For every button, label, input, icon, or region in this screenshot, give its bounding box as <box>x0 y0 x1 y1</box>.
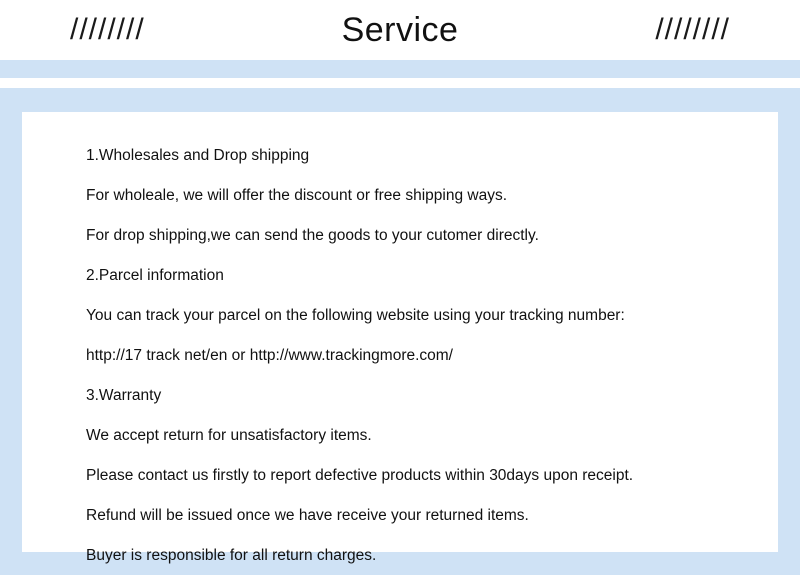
content-line: For drop shipping,we can send the goods to your cutomer directly. <box>86 227 539 244</box>
left-slash-ornament: //////// <box>70 13 145 46</box>
content-line: Buyer is responsible for all return charges. <box>86 547 377 564</box>
page-title: Service <box>341 11 459 49</box>
content-line: 1.Wholesales and Drop shipping <box>86 147 310 164</box>
content-line: 2.Parcel information <box>86 267 224 284</box>
content-line: For wholeale, we will offer the discount or free shipping ways. <box>86 187 508 204</box>
content-line: Please contact us firstly to report defective products within 30days upon receipt. <box>86 467 634 484</box>
header-inner <box>70 13 730 47</box>
right-slash-ornament: //////// <box>655 13 730 46</box>
content-line: Refund will be issued once we have receive your returned items. <box>86 507 529 524</box>
content-line: 3.Warranty <box>86 387 162 404</box>
content-line-tracking-urls: http://17 track net/en or http://www.trackingmore.com/ <box>86 347 453 364</box>
content-line: We accept return for unsatisfactory items. <box>86 427 372 444</box>
content-line: You can track your parcel on the following website using your tracking number: <box>86 307 625 324</box>
top-blue-band <box>0 60 800 78</box>
band-gap-divider <box>0 78 800 88</box>
service-content-card <box>22 112 778 564</box>
page-header <box>0 0 800 60</box>
